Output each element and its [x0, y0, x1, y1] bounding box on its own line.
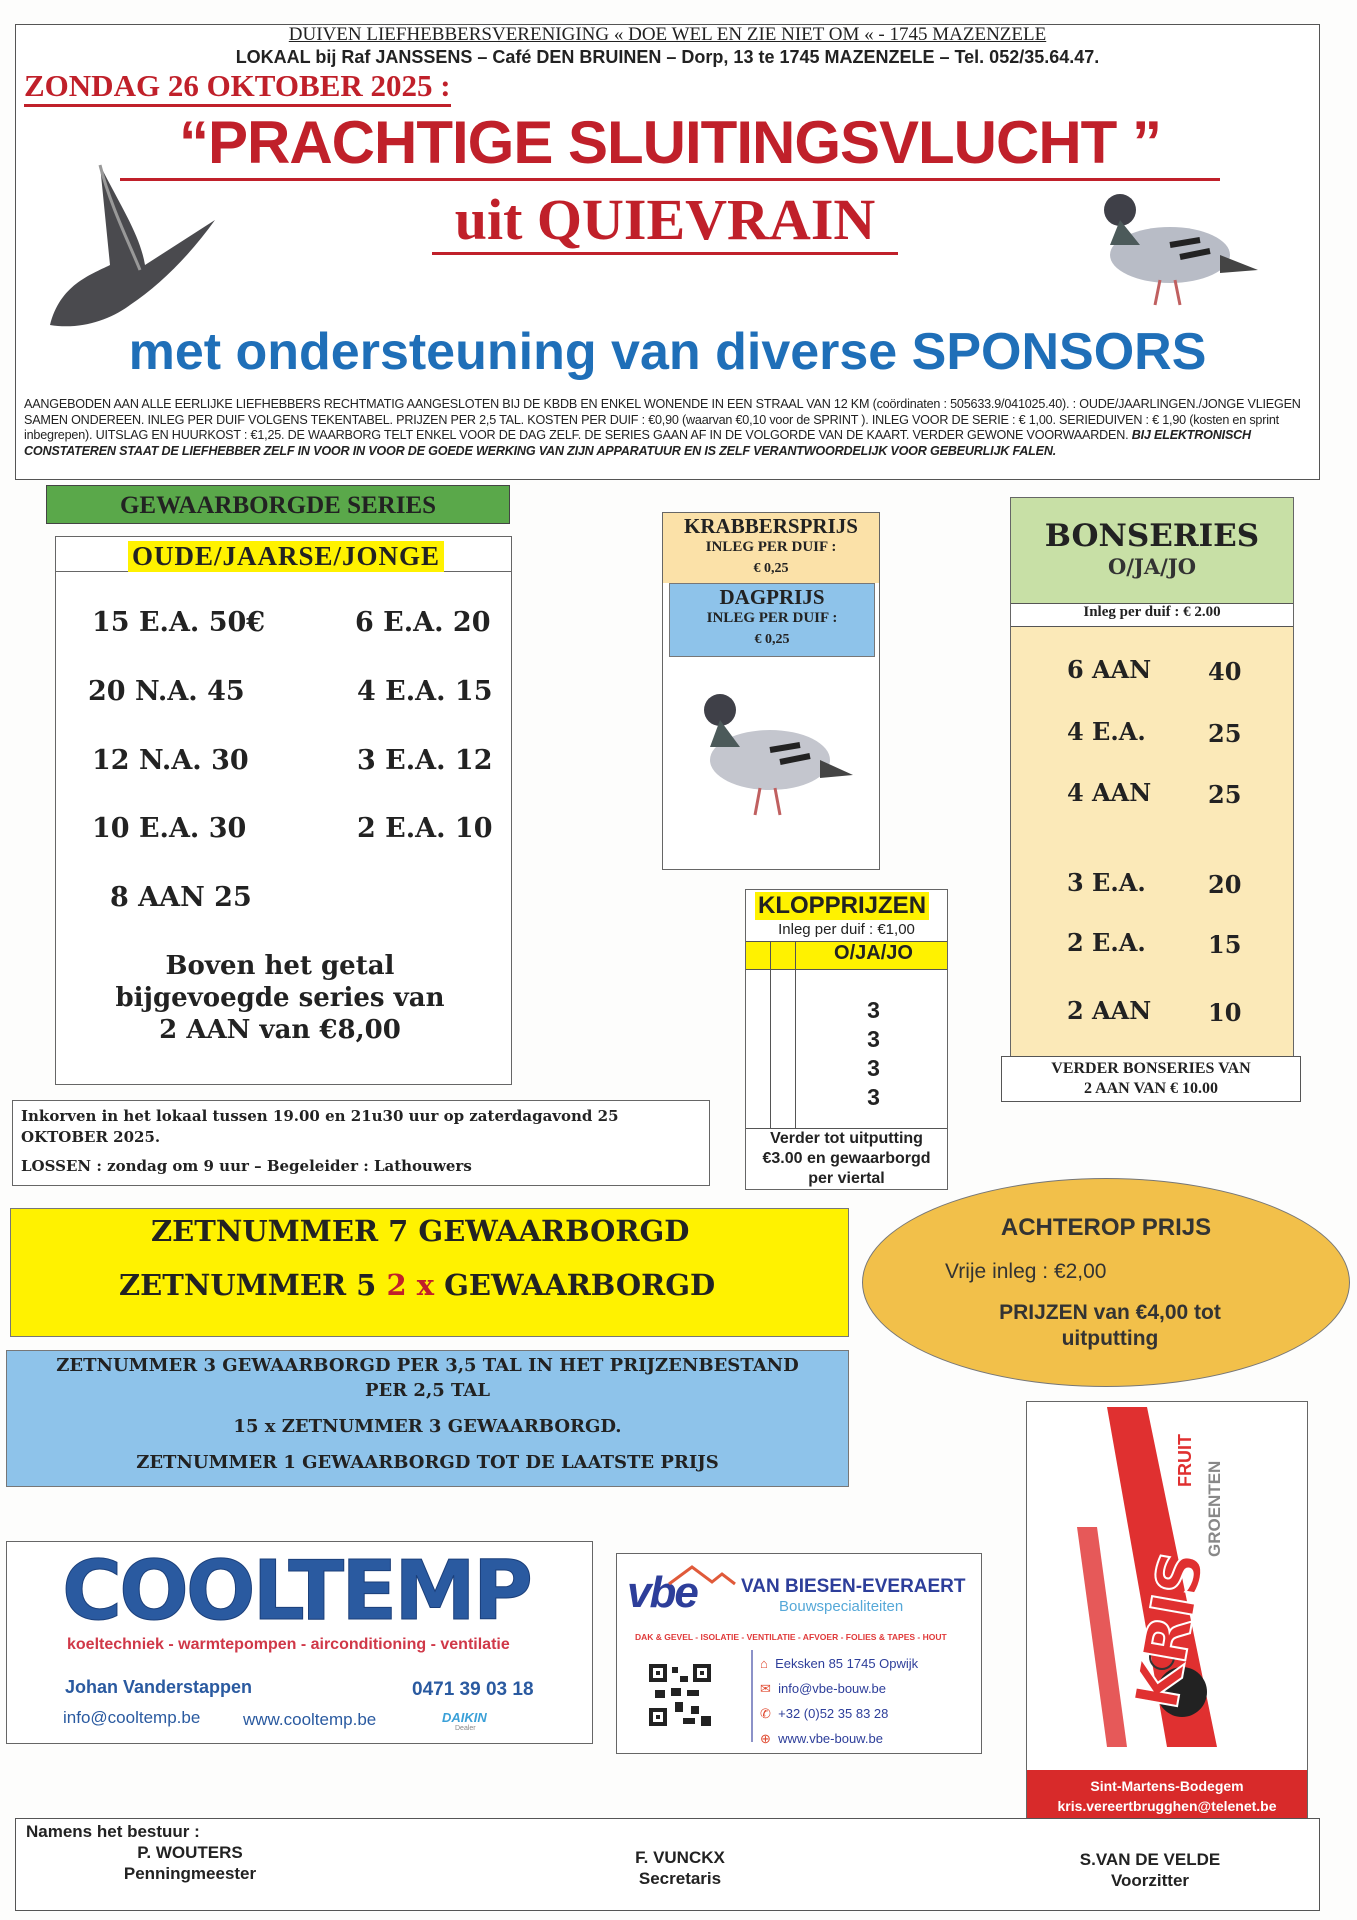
klop-values [800, 996, 947, 1112]
footer-line: Verder tot uitputting [770, 1130, 923, 1147]
zet-text: ZETNUMMER 5 [119, 1268, 387, 1302]
kris-logo: KRIS [1122, 1546, 1219, 1715]
bonseries-label: 4 AAN [1067, 778, 1152, 807]
rules-text [24, 397, 1314, 459]
achterop-prizes: PRIJZEN van €4,00 tot uitputting [999, 1301, 1221, 1350]
zetnummer3-box [6, 1350, 849, 1487]
signatory [570, 1847, 790, 1889]
vbe-subtitle: Bouwspecialiteiten [779, 1598, 904, 1615]
series-category: OUDE/JAARSE/JONGE [128, 541, 444, 572]
signatory-role: Secretaris [638, 1869, 722, 1888]
location-underline [432, 252, 898, 255]
cooltemp-website[interactable]: www.cooltemp.be [243, 1710, 377, 1729]
vbe-logo: vbe [627, 1568, 697, 1617]
kris-email[interactable]: kris.vereertbrugghen@telenet.be [1057, 1798, 1277, 1814]
series-prize: 3 E.A. 12 [357, 745, 493, 776]
series-prize: 4 E.A. 15 [357, 676, 493, 707]
divider [795, 941, 796, 1128]
krabbers-title: KRABBERSPRIJS [684, 514, 858, 538]
klop-inleg: Inleg per duif : €1,00 [778, 921, 915, 938]
krabbersprijs [663, 513, 879, 583]
zet-text: GEWAARBORGD [434, 1268, 716, 1302]
footer-intro: Namens het bestuur : [26, 1822, 200, 1841]
footer-line: per viertal [808, 1170, 885, 1187]
series-prize: 12 N.A. 30 [92, 745, 249, 776]
bonseries-value: 20 [1208, 870, 1242, 899]
series-prize: 8 AAN 25 [110, 882, 252, 913]
series-prize: 15 E.A. 50€ [92, 607, 266, 638]
footer-line: 2 AAN VAN € 10.00 [1083, 1080, 1219, 1097]
footer-line: VERDER BONSERIES VAN [1051, 1060, 1251, 1077]
cooltemp-logo: COOLTEMP [62, 1544, 530, 1639]
bonseries-value: 25 [1208, 780, 1242, 809]
vbe-website[interactable]: www.vbe-bouw.be [778, 1731, 883, 1746]
event-location: uit QUIEVRAIN [454, 187, 876, 252]
signatory-name: P. WOUTERS [137, 1843, 243, 1862]
phone-icon: ✆ [760, 1706, 771, 1721]
signatory-name: F. VUNCKX [635, 1848, 725, 1867]
qr-code-icon [647, 1662, 713, 1728]
dagprijs-title: DAGPRIJS [719, 585, 825, 609]
series-prize: 6 E.A. 20 [355, 607, 491, 638]
klop-footer [746, 1128, 947, 1189]
bonseries-inleg: Inleg per duif : € 2.00 [1011, 604, 1293, 627]
cooltemp-contact: Johan Vanderstappen [65, 1677, 253, 1697]
lossen-text: LOSSEN : zondag om 9 uur – Begeleider : Lathouwers [21, 1157, 472, 1175]
vbe-ad [616, 1553, 982, 1754]
klop-value: 3 [867, 1055, 880, 1081]
vbe-services: DAK & GEVEL - ISOLATIE - VENTILATIE - AFVOER - FOLIES & TAPES - HOUT [635, 1632, 947, 1642]
footer-line: €3.00 en gewaarborgd [762, 1150, 931, 1167]
zet-highlight: 2 x [386, 1268, 435, 1302]
bonseries-label: 2 AAN [1067, 996, 1152, 1025]
bonseries-value: 40 [1208, 657, 1242, 686]
series-prize: 10 E.A. 30 [92, 813, 247, 844]
pigeon-icon [1090, 185, 1260, 315]
rules-bold: BIJ ELEKTRONISCH CONSTATEREN STAAT DE LIEFHEBBER ZELF IN VOOR IN VOOR DE GOEDE WERKING VAN ZIJN APPARATUUR EN IS ZELF VERANTWOORDELIJK VOOR GEBEURLIJK FALEN. [24, 428, 1251, 458]
sponsors-line: met ondersteuning van diverse SPONSORS [128, 323, 1207, 381]
title-underline [120, 178, 1220, 181]
klop-value: 3 [867, 1026, 880, 1052]
mail-icon: ✉ [760, 1681, 771, 1696]
series-title: GEWAARBORGDE SERIES [46, 485, 510, 524]
klop-value: 3 [867, 1084, 880, 1110]
pigeon-icon [685, 685, 855, 830]
klop-category: O/JA/JO [834, 942, 913, 964]
event-date: ZONDAG 26 OKTOBER 2025 : [24, 68, 451, 107]
vbe-name: VAN BIESEN-EVERAERT [741, 1576, 966, 1597]
kris-groenten: GROENTEN [1205, 1460, 1224, 1557]
vbe-contact [760, 1651, 918, 1751]
cooltemp-services: koeltechniek - warmtepompen - airconditioning - ventilatie [67, 1636, 510, 1653]
note-line: bijgevoegde series van [115, 983, 445, 1013]
bonseries-label: 6 AAN [1067, 655, 1152, 684]
inkorven-box [12, 1100, 710, 1186]
dagprijs [669, 583, 875, 657]
inkorven-text: Inkorven in het lokaal tussen 19.00 en 21u30 uur op zaterdagavond 25 OKTOBER 2025. [21, 1107, 619, 1146]
lokaal: LOKAAL bij Raf JANSSENS – Café DEN BRUINEN – Dorp, 13 te 1745 MAZENZELE – Tel. 052/35.64.47. [235, 47, 1100, 67]
kris-town: Sint-Martens-Bodegem [1090, 1778, 1244, 1794]
blue-line: ZETNUMMER 1 GEWAARBORGD TOT DE LAATSTE PRIJS [136, 1452, 719, 1473]
bonseries-label: 3 E.A. [1067, 868, 1146, 897]
zet-line1: ZETNUMMER 7 GEWAARBORGD [151, 1214, 690, 1248]
krabbers-inleg: INLEG PER DUIF : [705, 539, 837, 555]
home-icon: ⌂ [760, 1656, 768, 1671]
achterop-title: ACHTEROP PRIJS [1000, 1214, 1212, 1241]
globe-icon: ⊕ [760, 1731, 771, 1746]
bonseries-header [1011, 498, 1293, 604]
krabbers-price: € 0,25 [753, 561, 789, 576]
vbe-email[interactable]: info@vbe-bouw.be [778, 1681, 887, 1696]
signatory [80, 1842, 300, 1884]
kris-contact [1027, 1770, 1307, 1822]
blue-line: 15 x ZETNUMMER 3 GEWAARBORGD. [233, 1416, 622, 1437]
bonseries-footer [1001, 1056, 1301, 1102]
event-title: “PRACHTIGE SLUITINGSVLUCHT ” [178, 109, 1161, 176]
blue-line: PER 2,5 TAL [364, 1380, 491, 1401]
achterop-inleg: Vrije inleg : €2,00 [945, 1260, 1107, 1283]
note-line: Boven het getal [165, 951, 395, 981]
klop-title: KLOPPRIJZEN [755, 892, 929, 920]
vbe-phone: +32 (0)52 35 83 28 [778, 1706, 889, 1721]
rules-regular: AANGEBODEN AAN ALLE EERLIJKE LIEFHEBBERS RECHTMATIG AANGESLOTEN BIJ DE KBDB EN ENKEL WONENDE IN EEN STRAAL VAN 12 KM (coördinaten : 505633.9/041025.40). : OUDE/JAARLINGEN./JONGE VLIEGEN SAMEN ONDEREEN. INLEG PER DUIF VOLGENS TEKENTABEL. PRIJZEN PER 2,5 TAL. KOSTEN PER DUIF : €0,90 (waarvan €0,10 voor de SPRINT ). INLEG VOOR DE SERIE : € 1,00. SERIEDUIVEN : € 1,90 (kosten en sprint inbegrepen). UITSLAG EN HUURKOST : €1,25. DE WAARBORG TELT ENKEL VOOR DE DAG ZELF. DE SERIES GAAN AF IN DE VOLGORDE VAN DE KAART. VERDER GEWONE VOORWAARDEN. [24, 397, 1301, 442]
klop-value: 3 [867, 997, 880, 1023]
roof-icon [667, 1564, 737, 1586]
bonseries-value: 10 [1208, 998, 1242, 1027]
kris-fruit: FRUIT [1175, 1434, 1195, 1487]
bonseries-value: 15 [1208, 930, 1242, 959]
series-prize: 2 E.A. 10 [357, 813, 493, 844]
divider [751, 1650, 753, 1742]
daikin-logo: DAIKIN [442, 1710, 487, 1725]
signatory-role: Penningmeester [123, 1864, 257, 1883]
series-prize: 20 N.A. 45 [88, 676, 245, 707]
signatory-role: Voorzitter [1110, 1871, 1190, 1890]
bonseries-sub: O/JA/JO [1107, 554, 1197, 579]
signatory [1040, 1849, 1260, 1891]
bonseries-label: 2 E.A. [1067, 928, 1146, 957]
cooltemp-email[interactable]: info@cooltemp.be [63, 1708, 201, 1727]
flying-pigeon-icon [40, 145, 220, 335]
zet-line2 [119, 1268, 715, 1302]
blue-line: ZETNUMMER 3 GEWAARBORGD PER 3,5 TAL IN HET PRIJZENBESTAND [56, 1355, 799, 1376]
zetnummer-box [10, 1208, 849, 1337]
club-name: DUIVEN LIEFHEBBERSVERENIGING « DOE WEL EN ZIE NIET OM « - 1745 MAZENZELE [288, 24, 1047, 45]
series-note [15, 950, 545, 1046]
bonseries-label: 4 E.A. [1067, 717, 1146, 746]
cooltemp-ad [6, 1541, 593, 1744]
bonseries-title: BONSERIES [1044, 518, 1260, 554]
cooltemp-phone: 0471 39 03 18 [412, 1679, 534, 1700]
dagprijs-inleg: INLEG PER DUIF : [706, 610, 838, 626]
daikin-dealer: Dealer [455, 1725, 476, 1732]
note-line: 2 AAN van €8,00 [159, 1015, 401, 1045]
vbe-address: Eeksken 85 1745 Opwijk [775, 1656, 919, 1671]
bonseries-value: 25 [1208, 719, 1242, 748]
dagprijs-price: € 0,25 [754, 632, 790, 647]
signatory-name: S.VAN DE VELDE [1079, 1850, 1221, 1869]
divider [770, 941, 771, 1128]
kris-ad [1026, 1401, 1308, 1823]
